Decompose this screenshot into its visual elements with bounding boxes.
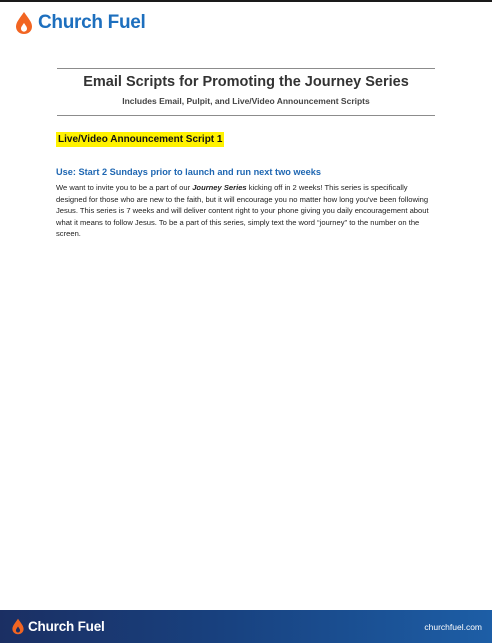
header-logo (14, 11, 146, 35)
flame-drop-icon (11, 618, 25, 635)
usage-instruction: Use: Start 2 Sundays prior to launch and run next two weeks (56, 167, 321, 177)
document-subtitle: Includes Email, Pulpit, and Live/Video Announcement Scripts (122, 96, 370, 106)
footer-bar (0, 610, 492, 643)
footer-brand-name: Church Fuel (28, 619, 105, 634)
title-rule-bottom (57, 115, 435, 116)
footer-url-link[interactable]: churchfuel.com (424, 622, 482, 632)
script-text-end: kicking off in 2 weeks! This series is specifically designed for those who are new to the faith, but it will encourage you no matter how long you've been following Jesus. This series is 7 weeks and will deliver content right to your phone giving you daily encouragement about what it means to follow Jesus. To be a part of this series, simply text the word “journey” to the number on the screen. (56, 183, 429, 239)
document-title: Email Scripts for Promoting the Journey Series (83, 74, 409, 90)
page-top-edge (0, 0, 492, 2)
series-name: Journey Series (192, 183, 247, 192)
title-rule-top (57, 68, 435, 69)
script-paragraph (56, 182, 438, 240)
flame-drop-icon (14, 11, 34, 35)
script-text-start: We want to invite you to be a part of our (56, 183, 193, 192)
section-heading: Live/Video Announcement Script 1 (58, 134, 223, 145)
footer-logo (11, 618, 105, 635)
brand-name: Church Fuel (38, 12, 146, 33)
